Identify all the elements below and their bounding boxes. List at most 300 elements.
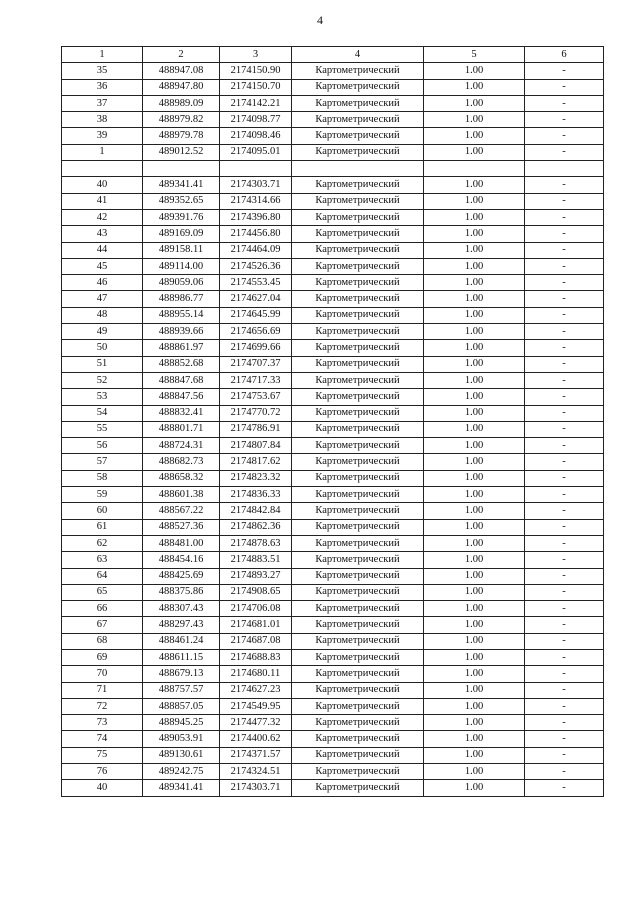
y-coordinate-cell: 2174553.45: [220, 275, 292, 291]
y-coordinate-cell: 2174400.62: [220, 731, 292, 747]
y-coordinate-cell: 2174396.80: [220, 209, 292, 225]
x-coordinate-cell: 488724.31: [143, 438, 220, 454]
accuracy-cell: 1.00: [424, 535, 525, 551]
point-number-cell: 66: [62, 601, 143, 617]
accuracy-cell: 1.00: [424, 454, 525, 470]
point-number-cell: 55: [62, 421, 143, 437]
accuracy-cell: 1.00: [424, 177, 525, 193]
point-number-cell: 1: [62, 144, 143, 160]
point-number-cell: 36: [62, 79, 143, 95]
column-header-2: 2: [143, 47, 220, 63]
y-coordinate-cell: 2174862.36: [220, 519, 292, 535]
x-coordinate-cell: 488297.43: [143, 617, 220, 633]
table-row: [62, 128, 604, 144]
note-cell: -: [525, 780, 604, 796]
table-row: [62, 372, 604, 388]
table-row: [62, 226, 604, 242]
accuracy-cell: 1.00: [424, 698, 525, 714]
table-body: [62, 63, 604, 796]
point-number-cell: 59: [62, 487, 143, 503]
x-coordinate-cell: 488947.08: [143, 63, 220, 79]
table-row: [62, 389, 604, 405]
accuracy-cell: 1.00: [424, 617, 525, 633]
table-row: [62, 666, 604, 682]
method-cell: Картометрический: [292, 144, 424, 160]
x-coordinate-cell: 488852.68: [143, 356, 220, 372]
method-cell: Картометрический: [292, 682, 424, 698]
point-number-cell: 70: [62, 666, 143, 682]
method-cell: Картометрический: [292, 307, 424, 323]
y-coordinate-cell: 2174893.27: [220, 568, 292, 584]
accuracy-cell: 1.00: [424, 307, 525, 323]
y-coordinate-cell: 2174303.71: [220, 177, 292, 193]
accuracy-cell: 1.00: [424, 95, 525, 111]
point-number-cell: 76: [62, 764, 143, 780]
accuracy-cell: 1.00: [424, 405, 525, 421]
x-coordinate-cell: 488682.73: [143, 454, 220, 470]
y-coordinate-cell: 2174098.46: [220, 128, 292, 144]
table-header-row: [62, 47, 604, 63]
accuracy-cell: 1.00: [424, 487, 525, 503]
point-number-cell: 45: [62, 258, 143, 274]
table-row: [62, 470, 604, 486]
accuracy-cell: 1.00: [424, 503, 525, 519]
y-coordinate-cell: 2174842.84: [220, 503, 292, 519]
method-cell: Картометрический: [292, 324, 424, 340]
y-coordinate-cell: 2174699.66: [220, 340, 292, 356]
note-cell: -: [525, 372, 604, 388]
point-number-cell: 73: [62, 715, 143, 731]
point-number-cell: 63: [62, 552, 143, 568]
note-cell: -: [525, 193, 604, 209]
method-cell: Картометрический: [292, 193, 424, 209]
note-cell: -: [525, 568, 604, 584]
accuracy-cell: 1.00: [424, 764, 525, 780]
table-row: [62, 731, 604, 747]
method-cell: Картометрический: [292, 764, 424, 780]
x-coordinate-cell: 488939.66: [143, 324, 220, 340]
point-number-cell: 50: [62, 340, 143, 356]
accuracy-cell: 1.00: [424, 193, 525, 209]
y-coordinate-cell: 2174098.77: [220, 112, 292, 128]
note-cell: -: [525, 307, 604, 323]
point-number-cell: 40: [62, 177, 143, 193]
note-cell: -: [525, 79, 604, 95]
coordinates-table: [61, 46, 604, 797]
method-cell: Картометрический: [292, 617, 424, 633]
accuracy-cell: 1.00: [424, 356, 525, 372]
y-coordinate-cell: 2174303.71: [220, 780, 292, 796]
note-cell: -: [525, 177, 604, 193]
y-coordinate-cell: 2174464.09: [220, 242, 292, 258]
note-cell: -: [525, 226, 604, 242]
point-number-cell: 67: [62, 617, 143, 633]
table-row: [62, 340, 604, 356]
note-cell: -: [525, 649, 604, 665]
note-cell: -: [525, 389, 604, 405]
y-coordinate-cell: 2174786.91: [220, 421, 292, 437]
accuracy-cell: 1.00: [424, 649, 525, 665]
y-coordinate-cell: 2174883.51: [220, 552, 292, 568]
accuracy-cell: 1.00: [424, 682, 525, 698]
x-coordinate-cell: 488679.13: [143, 666, 220, 682]
note-cell: -: [525, 421, 604, 437]
table-row: [62, 421, 604, 437]
x-coordinate-cell: 489169.09: [143, 226, 220, 242]
method-cell: Картометрический: [292, 535, 424, 551]
y-coordinate-cell: 2174645.99: [220, 307, 292, 323]
x-coordinate-cell: 488611.15: [143, 649, 220, 665]
accuracy-cell: 1.00: [424, 715, 525, 731]
note-cell: -: [525, 209, 604, 225]
y-coordinate-cell: 2174908.65: [220, 584, 292, 600]
table-row: [62, 193, 604, 209]
table-row: [62, 177, 604, 193]
x-coordinate-cell: 488658.32: [143, 470, 220, 486]
point-number-cell: 47: [62, 291, 143, 307]
point-number-cell: 46: [62, 275, 143, 291]
column-header-6: 6: [525, 47, 604, 63]
note-cell: -: [525, 601, 604, 617]
table-row: [62, 324, 604, 340]
point-number-cell: 54: [62, 405, 143, 421]
table-row: [62, 275, 604, 291]
column-header-1: 1: [62, 47, 143, 63]
y-coordinate-cell: 2174324.51: [220, 764, 292, 780]
y-coordinate-cell: 2174549.95: [220, 698, 292, 714]
point-number-cell: 61: [62, 519, 143, 535]
point-number-cell: 56: [62, 438, 143, 454]
note-cell: -: [525, 617, 604, 633]
table-row: [62, 568, 604, 584]
table-row: [62, 307, 604, 323]
x-coordinate-cell: 488832.41: [143, 405, 220, 421]
point-number-cell: 35: [62, 63, 143, 79]
method-cell: Картометрический: [292, 275, 424, 291]
point-number-cell: 71: [62, 682, 143, 698]
note-cell: -: [525, 242, 604, 258]
accuracy-cell: 1.00: [424, 291, 525, 307]
table-row: [62, 356, 604, 372]
accuracy-cell: 1.00: [424, 275, 525, 291]
x-coordinate-cell: 489341.41: [143, 780, 220, 796]
x-coordinate-cell: 488847.56: [143, 389, 220, 405]
x-coordinate-cell: 488307.43: [143, 601, 220, 617]
note-cell: -: [525, 454, 604, 470]
x-coordinate-cell: 489012.52: [143, 144, 220, 160]
accuracy-cell: 1.00: [424, 584, 525, 600]
accuracy-cell: 1.00: [424, 519, 525, 535]
x-coordinate-cell: 489391.76: [143, 209, 220, 225]
method-cell: Картометрический: [292, 568, 424, 584]
y-coordinate-cell: 2174707.37: [220, 356, 292, 372]
note-cell: -: [525, 144, 604, 160]
y-coordinate-cell: 2174688.83: [220, 649, 292, 665]
table-row: [62, 601, 604, 617]
x-coordinate-cell: 488527.36: [143, 519, 220, 535]
accuracy-cell: 1.00: [424, 209, 525, 225]
y-coordinate-cell: 2174706.08: [220, 601, 292, 617]
note-cell: -: [525, 552, 604, 568]
method-cell: Картометрический: [292, 715, 424, 731]
x-coordinate-cell: 488989.09: [143, 95, 220, 111]
note-cell: -: [525, 275, 604, 291]
x-coordinate-cell: 489341.41: [143, 177, 220, 193]
method-cell: Картометрический: [292, 747, 424, 763]
method-cell: Картометрический: [292, 503, 424, 519]
accuracy-cell: 1.00: [424, 258, 525, 274]
point-number-cell: 39: [62, 128, 143, 144]
x-coordinate-cell: 488945.25: [143, 715, 220, 731]
y-coordinate-cell: 2174687.08: [220, 633, 292, 649]
x-coordinate-cell: 489114.00: [143, 258, 220, 274]
table-row: [62, 63, 604, 79]
method-cell: Картометрический: [292, 209, 424, 225]
method-cell: Картометрический: [292, 79, 424, 95]
point-number-cell: 40: [62, 780, 143, 796]
x-coordinate-cell: 489242.75: [143, 764, 220, 780]
accuracy-cell: 1.00: [424, 128, 525, 144]
table-row: [62, 112, 604, 128]
method-cell: Картометрический: [292, 63, 424, 79]
note-cell: -: [525, 633, 604, 649]
accuracy-cell: 1.00: [424, 340, 525, 356]
x-coordinate-cell: 488375.86: [143, 584, 220, 600]
table-row: [62, 535, 604, 551]
method-cell: Картометрический: [292, 649, 424, 665]
table-row: [62, 144, 604, 160]
x-coordinate-cell: 488847.68: [143, 372, 220, 388]
point-number-cell: 60: [62, 503, 143, 519]
y-coordinate-cell: 2174371.57: [220, 747, 292, 763]
accuracy-cell: 1.00: [424, 112, 525, 128]
y-coordinate-cell: 2174627.23: [220, 682, 292, 698]
table-row: [62, 95, 604, 111]
method-cell: Картометрический: [292, 291, 424, 307]
x-coordinate-cell: 489053.91: [143, 731, 220, 747]
x-coordinate-cell: 488757.57: [143, 682, 220, 698]
method-cell: Картометрический: [292, 454, 424, 470]
accuracy-cell: 1.00: [424, 421, 525, 437]
table-row: [62, 438, 604, 454]
point-number-cell: 58: [62, 470, 143, 486]
accuracy-cell: 1.00: [424, 552, 525, 568]
x-coordinate-cell: 488955.14: [143, 307, 220, 323]
point-number-cell: 38: [62, 112, 143, 128]
accuracy-cell: [424, 161, 525, 177]
point-number-cell: 41: [62, 193, 143, 209]
note-cell: -: [525, 63, 604, 79]
note-cell: -: [525, 584, 604, 600]
table-row: [62, 698, 604, 714]
note-cell: -: [525, 340, 604, 356]
method-cell: Картометрический: [292, 356, 424, 372]
method-cell: Картометрический: [292, 470, 424, 486]
y-coordinate-cell: 2174477.32: [220, 715, 292, 731]
method-cell: Картометрический: [292, 112, 424, 128]
method-cell: Картометрический: [292, 698, 424, 714]
note-cell: -: [525, 258, 604, 274]
accuracy-cell: 1.00: [424, 601, 525, 617]
table-row: [62, 682, 604, 698]
y-coordinate-cell: 2174823.32: [220, 470, 292, 486]
method-cell: Картометрический: [292, 340, 424, 356]
note-cell: -: [525, 324, 604, 340]
table-row: [62, 242, 604, 258]
x-coordinate-cell: 488979.78: [143, 128, 220, 144]
column-header-3: 3: [220, 47, 292, 63]
method-cell: Картометрический: [292, 242, 424, 258]
point-number-cell: 44: [62, 242, 143, 258]
note-cell: -: [525, 95, 604, 111]
method-cell: Картометрический: [292, 438, 424, 454]
x-coordinate-cell: 489158.11: [143, 242, 220, 258]
x-coordinate-cell: 489130.61: [143, 747, 220, 763]
accuracy-cell: 1.00: [424, 438, 525, 454]
table-row: [62, 79, 604, 95]
table-row: [62, 209, 604, 225]
table-row: [62, 633, 604, 649]
point-number-cell: 68: [62, 633, 143, 649]
method-cell: Картометрический: [292, 601, 424, 617]
table-row: [62, 161, 604, 177]
point-number-cell: 64: [62, 568, 143, 584]
point-number-cell: [62, 161, 143, 177]
table-row: [62, 519, 604, 535]
table-row: [62, 454, 604, 470]
accuracy-cell: 1.00: [424, 568, 525, 584]
accuracy-cell: 1.00: [424, 470, 525, 486]
note-cell: -: [525, 764, 604, 780]
note-cell: -: [525, 112, 604, 128]
y-coordinate-cell: 2174717.33: [220, 372, 292, 388]
y-coordinate-cell: 2174770.72: [220, 405, 292, 421]
point-number-cell: 62: [62, 535, 143, 551]
column-header-5: 5: [424, 47, 525, 63]
note-cell: -: [525, 519, 604, 535]
note-cell: -: [525, 503, 604, 519]
note-cell: -: [525, 438, 604, 454]
accuracy-cell: 1.00: [424, 389, 525, 405]
accuracy-cell: 1.00: [424, 747, 525, 763]
table-row: [62, 258, 604, 274]
x-coordinate-cell: 488986.77: [143, 291, 220, 307]
y-coordinate-cell: 2174656.69: [220, 324, 292, 340]
accuracy-cell: 1.00: [424, 666, 525, 682]
table-row: [62, 715, 604, 731]
method-cell: Картометрический: [292, 95, 424, 111]
table-row: [62, 552, 604, 568]
accuracy-cell: 1.00: [424, 79, 525, 95]
point-number-cell: 75: [62, 747, 143, 763]
method-cell: Картометрический: [292, 128, 424, 144]
accuracy-cell: 1.00: [424, 780, 525, 796]
y-coordinate-cell: 2174680.11: [220, 666, 292, 682]
x-coordinate-cell: 488857.05: [143, 698, 220, 714]
note-cell: [525, 161, 604, 177]
y-coordinate-cell: 2174753.67: [220, 389, 292, 405]
point-number-cell: 43: [62, 226, 143, 242]
accuracy-cell: 1.00: [424, 633, 525, 649]
point-number-cell: 49: [62, 324, 143, 340]
note-cell: -: [525, 487, 604, 503]
point-number-cell: 51: [62, 356, 143, 372]
y-coordinate-cell: 2174681.01: [220, 617, 292, 633]
y-coordinate-cell: 2174150.70: [220, 79, 292, 95]
point-number-cell: 72: [62, 698, 143, 714]
x-coordinate-cell: 488601.38: [143, 487, 220, 503]
table-row: [62, 764, 604, 780]
x-coordinate-cell: 488454.16: [143, 552, 220, 568]
note-cell: -: [525, 405, 604, 421]
note-cell: -: [525, 128, 604, 144]
method-cell: Картометрический: [292, 666, 424, 682]
point-number-cell: 65: [62, 584, 143, 600]
table-row: [62, 780, 604, 796]
method-cell: Картометрический: [292, 258, 424, 274]
y-coordinate-cell: 2174526.36: [220, 258, 292, 274]
x-coordinate-cell: 488801.71: [143, 421, 220, 437]
y-coordinate-cell: 2174142.21: [220, 95, 292, 111]
method-cell: Картометрический: [292, 633, 424, 649]
table-row: [62, 747, 604, 763]
y-coordinate-cell: 2174817.62: [220, 454, 292, 470]
y-coordinate-cell: [220, 161, 292, 177]
table-row: [62, 503, 604, 519]
point-number-cell: 57: [62, 454, 143, 470]
x-coordinate-cell: 488461.24: [143, 633, 220, 649]
table-row: [62, 617, 604, 633]
note-cell: -: [525, 535, 604, 551]
note-cell: -: [525, 731, 604, 747]
note-cell: -: [525, 666, 604, 682]
method-cell: Картометрический: [292, 177, 424, 193]
method-cell: Картометрический: [292, 584, 424, 600]
accuracy-cell: 1.00: [424, 324, 525, 340]
table-row: [62, 649, 604, 665]
x-coordinate-cell: 488481.00: [143, 535, 220, 551]
accuracy-cell: 1.00: [424, 63, 525, 79]
y-coordinate-cell: 2174150.90: [220, 63, 292, 79]
method-cell: Картометрический: [292, 552, 424, 568]
accuracy-cell: 1.00: [424, 731, 525, 747]
y-coordinate-cell: 2174807.84: [220, 438, 292, 454]
y-coordinate-cell: 2174456.80: [220, 226, 292, 242]
table-row: [62, 584, 604, 600]
x-coordinate-cell: 489352.65: [143, 193, 220, 209]
note-cell: -: [525, 698, 604, 714]
x-coordinate-cell: 488861.97: [143, 340, 220, 356]
y-coordinate-cell: 2174627.04: [220, 291, 292, 307]
y-coordinate-cell: 2174095.01: [220, 144, 292, 160]
x-coordinate-cell: 488567.22: [143, 503, 220, 519]
note-cell: -: [525, 715, 604, 731]
point-number-cell: 37: [62, 95, 143, 111]
note-cell: -: [525, 682, 604, 698]
method-cell: Картометрический: [292, 405, 424, 421]
method-cell: [292, 161, 424, 177]
method-cell: Картометрический: [292, 780, 424, 796]
x-coordinate-cell: [143, 161, 220, 177]
note-cell: -: [525, 747, 604, 763]
table-row: [62, 487, 604, 503]
y-coordinate-cell: 2174314.66: [220, 193, 292, 209]
note-cell: -: [525, 356, 604, 372]
page-number: 4: [317, 13, 323, 27]
method-cell: Картометрический: [292, 519, 424, 535]
accuracy-cell: 1.00: [424, 144, 525, 160]
accuracy-cell: 1.00: [424, 226, 525, 242]
